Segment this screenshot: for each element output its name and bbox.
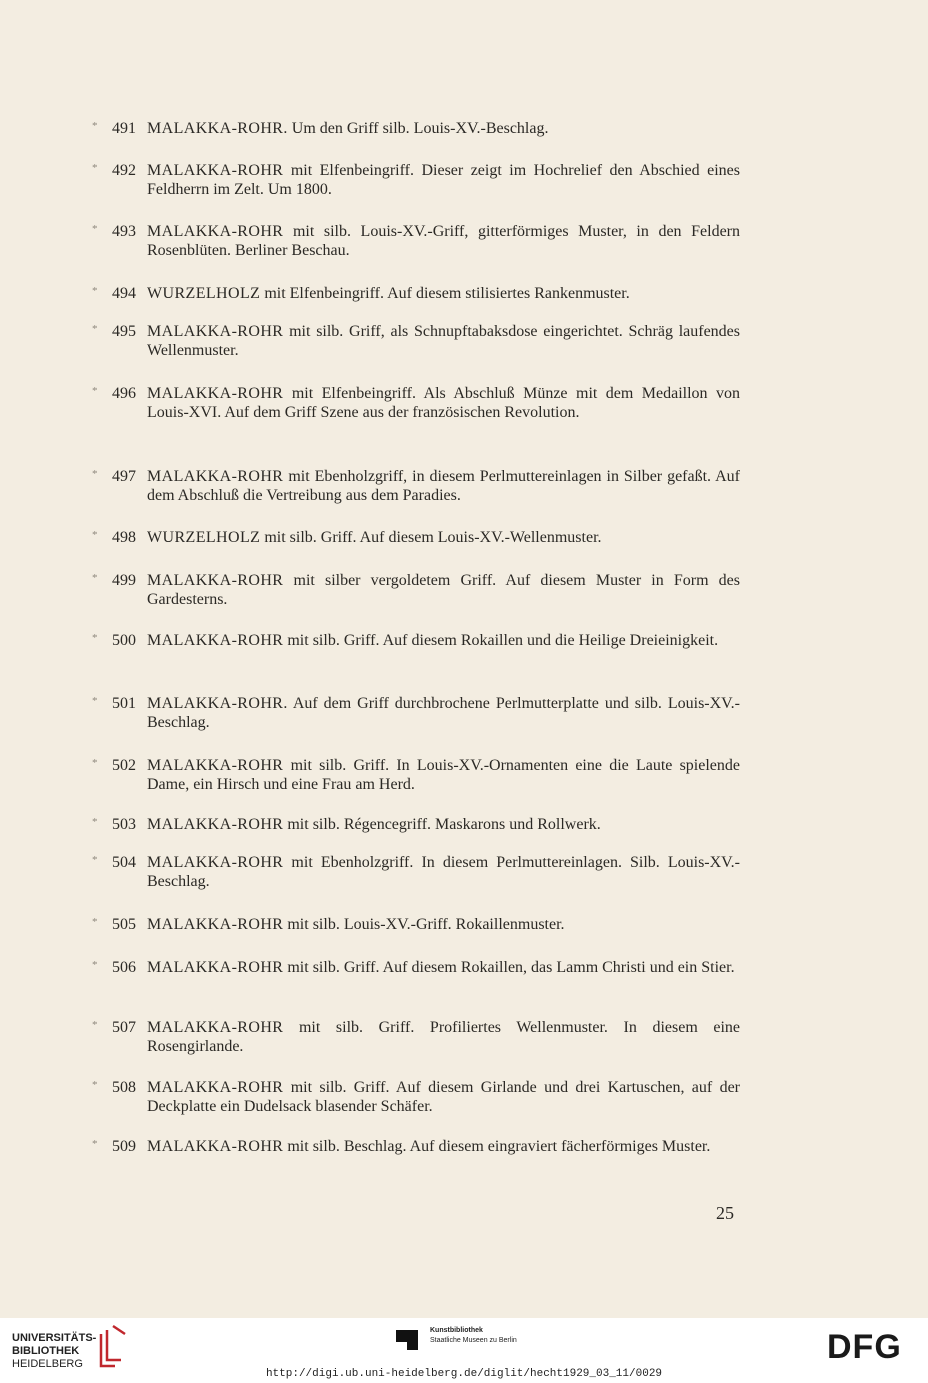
- entry-text: mit Ebenholzgriff. In diesem Perlmuttereinlagen. Silb. Louis-XV.-Beschlag.: [147, 854, 741, 890]
- entry-number: 505: [112, 916, 136, 933]
- entry-number: 495: [112, 323, 136, 340]
- entry-title: WURZELHOLZ: [147, 285, 261, 302]
- entry-asterisk: *: [92, 1019, 98, 1031]
- entry-title: MALAKKA-ROHR: [147, 1019, 284, 1036]
- entry-asterisk: *: [92, 120, 98, 132]
- entry-number: 499: [112, 572, 136, 589]
- catalog-entry: [92, 571, 740, 609]
- entry-description: [147, 467, 740, 505]
- catalog-entry: [92, 1137, 740, 1156]
- ub-heidelberg-logo-text[interactable]: [12, 1332, 96, 1371]
- entry-number: 497: [112, 468, 136, 485]
- entry-title: MALAKKA-ROHR: [147, 468, 284, 485]
- entry-description: [147, 322, 740, 360]
- entry-text: mit silb. Louis-XV.-Griff. Rokaillenmuster.: [287, 916, 565, 933]
- entry-asterisk: *: [92, 916, 98, 928]
- entry-description: [147, 815, 740, 834]
- entry-description: [147, 1078, 740, 1116]
- entry-description: [147, 915, 740, 934]
- entry-title: MALAKKA-ROHR: [147, 385, 284, 402]
- entry-number: 503: [112, 816, 136, 833]
- catalog-entry: [92, 467, 740, 505]
- entry-description: [147, 756, 740, 794]
- catalog-entry: [92, 384, 740, 422]
- entry-number: 507: [112, 1019, 136, 1036]
- entry-text: mit silb. Griff. Auf diesem Rokaillen und die Heilige Dreieinigkeit.: [287, 632, 719, 649]
- catalog-entry: [92, 815, 740, 834]
- entry-text: Auf dem Griff durchbrochene Perlmutterplatte und silb. Louis-XV.-Beschlag.: [147, 695, 741, 731]
- catalog-entry: [92, 322, 740, 360]
- ub-heidelberg-icon[interactable]: [95, 1324, 129, 1368]
- entry-asterisk: *: [92, 385, 98, 397]
- catalog-entry: [92, 161, 740, 199]
- entry-title: MALAKKA-ROHR: [147, 223, 284, 240]
- entry-title: MALAKKA-ROHR.: [147, 120, 288, 137]
- entry-number: 508: [112, 1079, 136, 1096]
- permalink-url[interactable]: http://digi.ub.uni-heidelberg.de/diglit/hecht1929_03_11/0029: [265, 1368, 663, 1380]
- entry-text: mit silb. Griff. Auf diesem Girlande und drei Kartuschen, auf der Deckplatte ein Dudelsack blasender Schäfer.: [147, 1079, 740, 1115]
- entry-number: 509: [112, 1138, 136, 1155]
- ub-line-3: HEIDELBERG: [12, 1358, 83, 1370]
- entry-title: MALAKKA-ROHR: [147, 854, 284, 871]
- entry-number: 500: [112, 632, 136, 649]
- entry-asterisk: *: [92, 572, 98, 584]
- entry-text: mit silb. Beschlag. Auf diesem eingraviert fächerförmiges Muster.: [287, 1138, 711, 1155]
- catalog-entry: [92, 853, 740, 891]
- entry-number: 491: [112, 120, 136, 137]
- entry-title: MALAKKA-ROHR.: [147, 695, 288, 712]
- entry-description: [147, 528, 740, 547]
- entry-title: MALAKKA-ROHR: [147, 572, 284, 589]
- ub-line-2: BIBLIOTHEK: [12, 1345, 80, 1357]
- entry-text: mit silb. Griff. In Louis-XV.-Ornamenten eine die Laute spielende Dame, ein Hirsch und eine Frau am Herd.: [147, 757, 741, 793]
- entry-asterisk: *: [92, 323, 98, 335]
- entry-asterisk: *: [92, 285, 98, 297]
- entry-description: [147, 384, 740, 422]
- entry-text: mit Elfenbeingriff. Als Abschluß Münze mit dem Medaillon von Louis-XVI. Auf dem Griff Szene aus der französischen Revolution.: [147, 385, 741, 421]
- entry-number: 506: [112, 959, 136, 976]
- entry-text: mit silb. Régencegriff. Maskarons und Rollwerk.: [287, 816, 601, 833]
- entry-asterisk: *: [92, 816, 98, 828]
- catalog-entry: [92, 915, 740, 934]
- entry-number: 501: [112, 695, 136, 712]
- entry-number: 504: [112, 854, 136, 871]
- entry-title: MALAKKA-ROHR: [147, 1138, 284, 1155]
- entry-title: MALAKKA-ROHR: [147, 757, 284, 774]
- entry-text: Um den Griff silb. Louis-XV.-Beschlag.: [291, 120, 549, 137]
- entry-text: mit Elfenbeingriff. Auf diesem stilisiertes Rankenmuster.: [264, 285, 630, 302]
- entry-asterisk: *: [92, 757, 98, 769]
- entry-asterisk: *: [92, 959, 98, 971]
- kunstbibliothek-icon[interactable]: [396, 1328, 418, 1350]
- entry-asterisk: *: [92, 529, 98, 541]
- entry-description: [147, 161, 740, 199]
- ub-line-1: UNIVERSITÄTS-: [12, 1332, 97, 1344]
- entry-text: mit silb. Griff, als Schnupftabaksdose eingerichtet. Schräg laufendes Wellenmuster.: [147, 323, 741, 359]
- entry-description: [147, 694, 740, 732]
- entry-text: mit silb. Griff. Auf diesem Rokaillen, das Lamm Christi und ein Stier.: [287, 959, 735, 976]
- catalog-entry: [92, 119, 740, 138]
- entry-title: MALAKKA-ROHR: [147, 816, 284, 833]
- catalog-entry: [92, 284, 740, 303]
- entry-description: [147, 853, 740, 891]
- entry-description: [147, 631, 740, 650]
- dfg-logo[interactable]: DFG: [827, 1328, 902, 1366]
- entry-description: [147, 222, 740, 260]
- entry-asterisk: *: [92, 854, 98, 866]
- entry-text: mit Ebenholzgriff, in diesem Perlmuttereinlagen in Silber gefaßt. Auf dem Abschluß die Vertreibung aus dem Paradies.: [147, 468, 741, 504]
- catalog-entry: [92, 222, 740, 260]
- entry-number: 494: [112, 285, 136, 302]
- entry-text: mit silb. Louis-XV.-Griff, gitterförmiges Muster, in den Feldern Rosenblüten. Berliner Beschau.: [147, 223, 741, 259]
- viewer-footer: [0, 1318, 928, 1383]
- entry-title: MALAKKA-ROHR: [147, 1079, 284, 1096]
- entry-description: [147, 119, 740, 138]
- entry-description: [147, 571, 740, 609]
- entry-title: MALAKKA-ROHR: [147, 323, 284, 340]
- entry-title: MALAKKA-ROHR: [147, 959, 284, 976]
- entry-asterisk: *: [92, 695, 98, 707]
- entry-text: mit silber vergoldetem Griff. Auf diesem Muster in Form des Gardesterns.: [147, 572, 741, 608]
- catalog-entry: [92, 631, 740, 650]
- catalog-entry: [92, 1018, 740, 1056]
- entry-title: MALAKKA-ROHR: [147, 916, 284, 933]
- kunstbibliothek-text[interactable]: [430, 1326, 517, 1346]
- catalog-entry: [92, 1078, 740, 1116]
- entry-description: [147, 1018, 740, 1056]
- entry-asterisk: *: [92, 468, 98, 480]
- kb-line-1: Kunstbibliothek: [430, 1327, 483, 1334]
- entry-description: [147, 284, 740, 303]
- entry-asterisk: *: [92, 632, 98, 644]
- entry-asterisk: *: [92, 223, 98, 235]
- entry-number: 496: [112, 385, 136, 402]
- entry-number: 493: [112, 223, 136, 240]
- entry-title: WURZELHOLZ: [147, 529, 261, 546]
- entry-number: 492: [112, 162, 136, 179]
- catalog-entry: [92, 528, 740, 547]
- catalog-entry: [92, 958, 740, 977]
- entry-title: MALAKKA-ROHR: [147, 162, 284, 179]
- catalog-entry: [92, 756, 740, 794]
- entry-number: 498: [112, 529, 136, 546]
- page-number: 25: [716, 1203, 734, 1223]
- entry-asterisk: *: [92, 162, 98, 174]
- catalog-entry: [92, 694, 740, 732]
- entry-title: MALAKKA-ROHR: [147, 632, 284, 649]
- entry-text: mit silb. Griff. Auf diesem Louis-XV.-Wellenmuster.: [264, 529, 602, 546]
- entry-description: [147, 1137, 740, 1156]
- entry-number: 502: [112, 757, 136, 774]
- entry-asterisk: *: [92, 1079, 98, 1091]
- entry-asterisk: *: [92, 1138, 98, 1150]
- kb-line-2: Staatliche Museen zu Berlin: [430, 1337, 517, 1344]
- entry-text: mit silb. Griff. Profiliertes Wellenmuster. In diesem eine Rosengirlande.: [147, 1019, 741, 1055]
- entry-description: [147, 958, 740, 977]
- entry-text: mit Elfenbeingriff. Dieser zeigt im Hochrelief den Abschied eines Feldherrn im Zelt. Um 1800.: [147, 162, 741, 198]
